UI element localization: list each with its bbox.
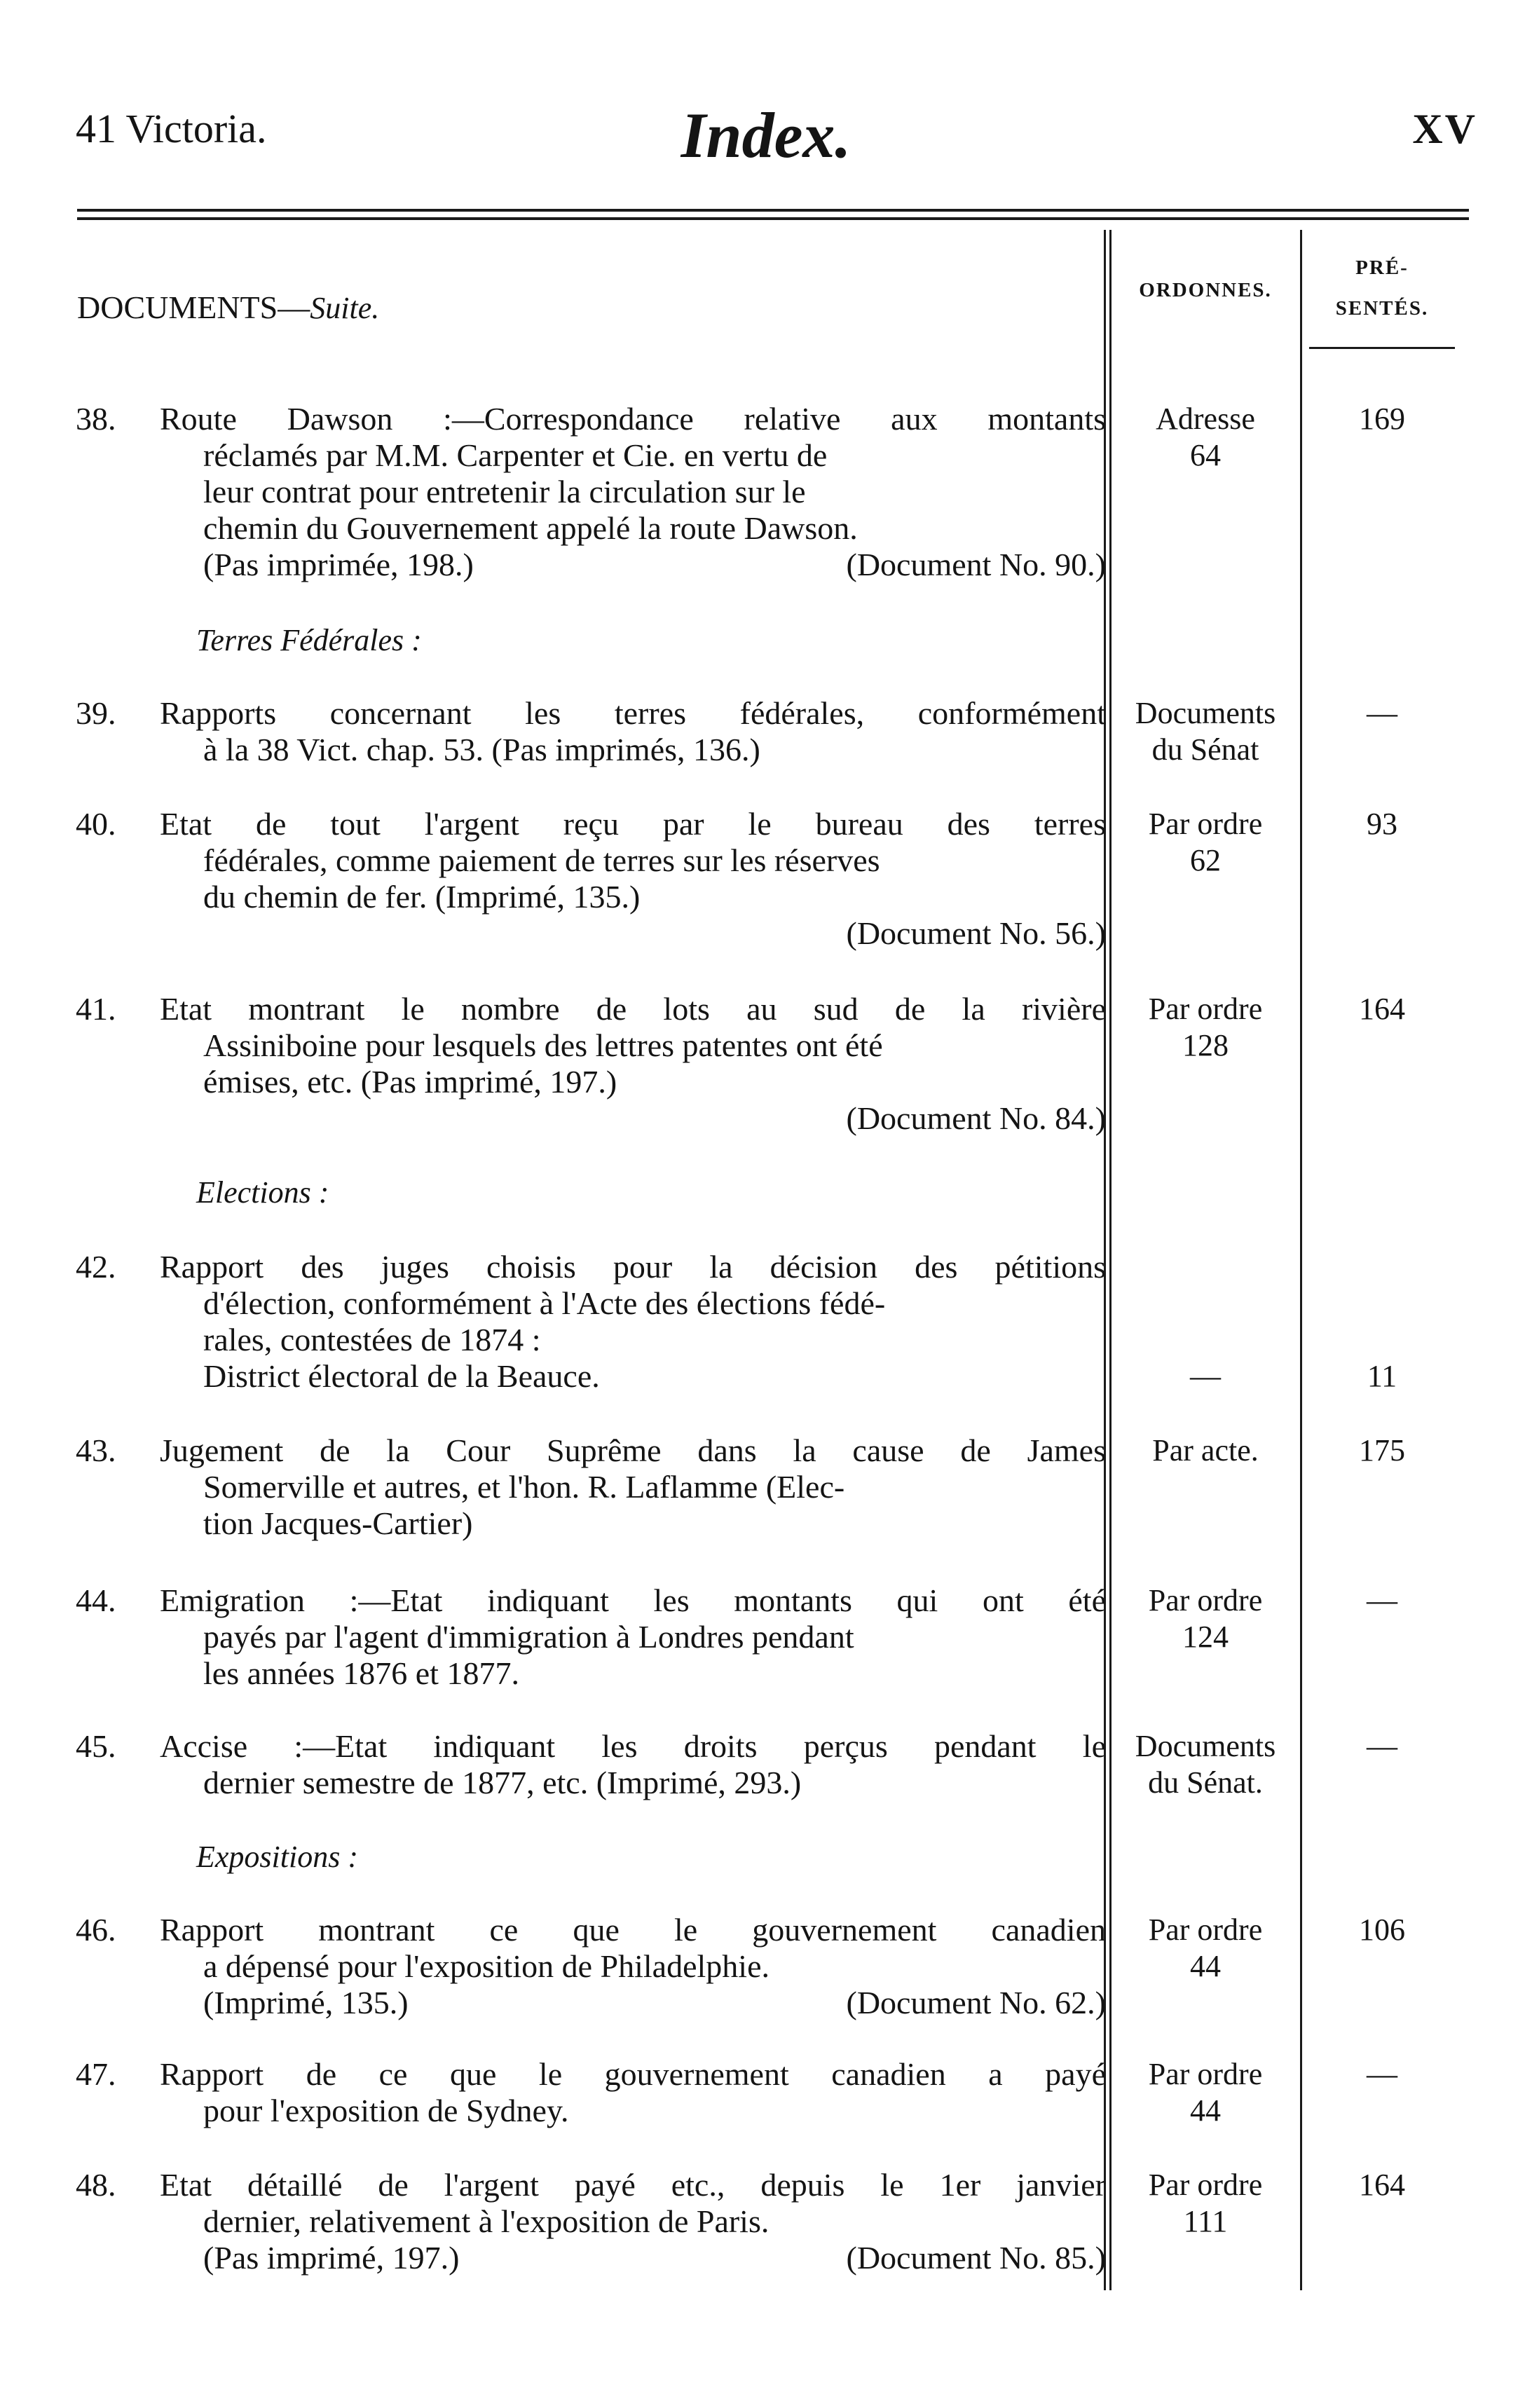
ordonnes-line: Adresse	[1156, 402, 1255, 436]
column-rule-2	[1300, 230, 1302, 2290]
entry-document-ref: (Document No. 56.)	[846, 915, 1106, 951]
entry-line: Route Dawson :—Correspondance relative aux montants	[160, 401, 1106, 437]
entry-number: 43.	[76, 1432, 116, 1468]
ordonnes-line: 64	[1190, 438, 1221, 472]
ordonnes-line: Par ordre	[1148, 807, 1263, 841]
presentes-cell-47: —	[1367, 2057, 1397, 2091]
presentes-cell-44: —	[1367, 1583, 1397, 1617]
ordonnes-line: du Sénat	[1151, 732, 1259, 767]
entry-reference-row	[160, 1985, 1106, 2021]
entry-line: fédérales, comme paiement de terres sur les réserves	[203, 842, 880, 878]
entry-print-status: (Pas imprimé, 197.)	[203, 2240, 460, 2276]
entry-line: Rapport montrant ce que le gouvernement canadien	[160, 1912, 1106, 1948]
ordonnes-line: Par ordre	[1148, 2168, 1263, 2202]
entry-line: rales, contestées de 1874 :	[203, 1322, 541, 1357]
entry-line: réclamés par M.M. Carpenter et Cie. en vertu de	[203, 437, 828, 473]
ordonnes-line: —	[1190, 1359, 1221, 1393]
subhead-expositions: Expositions :	[196, 1840, 358, 1874]
entry-line: Jugement de la Cour Suprême dans la cause de James	[160, 1432, 1106, 1468]
entry-line: Accise :—Etat indiquant les droits perçus pendant le	[160, 1728, 1106, 1764]
entry-line: a dépensé pour l'exposition de Philadelphie.	[203, 1948, 770, 1984]
presentes-cell-48: 164	[1359, 2168, 1405, 2202]
entry-line: Somerville et autres, et l'hon. R. Laflamme (Elec-	[203, 1469, 845, 1505]
ordonnes-cell-38	[1118, 401, 1293, 474]
index-entry-39	[76, 695, 1106, 768]
ordonnes-cell-39	[1118, 695, 1293, 768]
entry-number: 40.	[76, 806, 116, 842]
entry-line: leur contrat pour entretenir la circulation sur le	[203, 474, 806, 509]
presentes-cell-41: 164	[1359, 992, 1405, 1026]
entry-number: 48.	[76, 2167, 116, 2203]
presentes-cell-45: —	[1367, 1729, 1397, 1763]
presentes-cell-42: 11	[1367, 1359, 1397, 1393]
index-entry-46	[76, 1912, 1106, 2021]
running-head-left: 41 Victoria.	[76, 106, 267, 151]
ordonnes-cell-46	[1118, 1912, 1293, 1985]
entry-line: Etat de tout l'argent reçu par le bureau des terres	[160, 806, 1106, 842]
column-header-ordonnes: ORDONNES.	[1139, 279, 1272, 301]
entry-line: Emigration :—Etat indiquant les montants qui ont été	[160, 1582, 1106, 1618]
index-entry-48	[76, 2167, 1106, 2276]
entry-line: d'élection, conformément à l'Acte des élections fédé-	[203, 1285, 886, 1321]
ordonnes-cell-43	[1118, 1432, 1293, 1469]
index-entry-40	[76, 806, 1106, 952]
header-rule-top	[77, 209, 1469, 212]
entry-number: 41.	[76, 991, 116, 1027]
section-title-main: DOCUMENTS—	[77, 289, 310, 325]
index-entry-44	[76, 1582, 1106, 1692]
index-entry-41	[76, 991, 1106, 1137]
entry-line: chemin du Gouvernement appelé la route Dawson.	[203, 510, 858, 546]
entry-line: District électoral de la Beauce.	[203, 1358, 600, 1394]
section-title	[77, 289, 379, 326]
ordonnes-line: Documents	[1135, 1729, 1276, 1763]
ordonnes-line: 128	[1182, 1028, 1229, 1062]
entry-number: 45.	[76, 1728, 116, 1764]
entry-line: pour l'exposition de Sydney.	[203, 2093, 569, 2128]
entry-print-status: (Pas imprimée, 198.)	[203, 547, 474, 582]
ordonnes-cell-40	[1118, 806, 1293, 879]
ordonnes-line: 62	[1190, 843, 1221, 877]
entry-number: 42.	[76, 1249, 116, 1285]
entry-document-ref: (Document No. 84.)	[846, 1100, 1106, 1136]
entry-line: Rapports concernant les terres fédérales, conformément	[160, 695, 1106, 731]
presentes-cell-40: 93	[1367, 807, 1397, 841]
entry-number: 38.	[76, 401, 116, 437]
entry-number: 44.	[76, 1582, 116, 1618]
entry-line: émises, etc. (Pas imprimé, 197.)	[203, 1064, 617, 1100]
ordonnes-line: Par acte.	[1152, 1433, 1259, 1468]
column-header-underline	[1309, 347, 1455, 349]
ordonnes-cell-41	[1118, 991, 1293, 1064]
entry-line: Rapport de ce que le gouvernement canadien a payé	[160, 2056, 1106, 2092]
column-header-presentes-1: PRÉ-	[1355, 256, 1409, 279]
subhead-elections: Elections :	[196, 1175, 329, 1210]
entry-number: 39.	[76, 695, 116, 731]
index-entry-42	[76, 1249, 1106, 1395]
column-header-presentes-2: SENTÉS.	[1335, 297, 1429, 320]
ordonnes-line: Par ordre	[1148, 2057, 1263, 2091]
ordonnes-line: Par ordre	[1148, 1583, 1263, 1617]
entry-print-status: (Imprimé, 135.)	[203, 1985, 409, 2020]
index-entry-45	[76, 1728, 1106, 1801]
entry-reference-row	[160, 547, 1106, 583]
entry-document-ref: (Document No. 62.)	[846, 1985, 1106, 2020]
index-entry-47	[76, 2056, 1106, 2129]
ordonnes-line: Documents	[1135, 696, 1276, 730]
ordonnes-cell-44	[1118, 1582, 1293, 1655]
entry-number: 47.	[76, 2056, 116, 2092]
ordonnes-line: 111	[1183, 2204, 1228, 2238]
page-number: XV	[1412, 106, 1477, 152]
entry-line: à la 38 Vict. chap. 53. (Pas imprimés, 136.)	[203, 732, 760, 767]
entry-line: dernier semestre de 1877, etc. (Imprimé, 293.)	[203, 1765, 802, 1800]
entry-line: Etat détaillé de l'argent payé etc., depuis le 1er janvier	[160, 2167, 1106, 2203]
ordonnes-line: 44	[1190, 1949, 1221, 1983]
presentes-cell-43: 175	[1359, 1433, 1405, 1468]
index-entry-38	[76, 401, 1106, 583]
presentes-cell-39: —	[1367, 696, 1397, 730]
entry-reference-row	[160, 2240, 1106, 2276]
presentes-cell-46: 106	[1359, 1913, 1405, 1947]
ordonnes-line: Par ordre	[1148, 1913, 1263, 1947]
entry-line: Rapport des juges choisis pour la décision des pétitions	[160, 1249, 1106, 1285]
entry-line: du chemin de fer. (Imprimé, 135.)	[203, 879, 641, 915]
header-rule-bottom	[77, 217, 1469, 220]
ordonnes-cell-42	[1118, 1358, 1293, 1395]
entry-number: 46.	[76, 1912, 116, 1948]
column-rule-1b	[1109, 230, 1112, 2290]
section-title-suffix: Suite.	[310, 291, 380, 325]
ordonnes-line: 44	[1190, 2093, 1221, 2128]
subhead-terres-federales: Terres Fédérales :	[196, 623, 422, 657]
presentes-cell-38: 169	[1359, 402, 1405, 436]
entry-line: tion Jacques-Cartier)	[203, 1505, 473, 1541]
ordonnes-cell-48	[1118, 2167, 1293, 2240]
entry-document-ref: (Document No. 85.)	[846, 2240, 1106, 2276]
ordonnes-line: Par ordre	[1148, 992, 1263, 1026]
index-entry-43	[76, 1432, 1106, 1542]
entry-line: Etat montrant le nombre de lots au sud de la rivière	[160, 991, 1106, 1027]
entry-document-ref: (Document No. 90.)	[846, 547, 1106, 582]
ordonnes-cell-47	[1118, 2056, 1293, 2129]
entry-line: les années 1876 et 1877.	[203, 1655, 519, 1691]
ordonnes-line: 124	[1182, 1620, 1229, 1654]
page-title: Index.	[680, 100, 852, 171]
ordonnes-cell-45	[1118, 1728, 1293, 1801]
ordonnes-line: du Sénat.	[1148, 1765, 1263, 1800]
entry-line: Assiniboine pour lesquels des lettres patentes ont été	[203, 1027, 883, 1063]
entry-line: payés par l'agent d'immigration à Londres pendant	[203, 1619, 854, 1655]
entry-line: dernier, relativement à l'exposition de Paris.	[203, 2203, 770, 2239]
